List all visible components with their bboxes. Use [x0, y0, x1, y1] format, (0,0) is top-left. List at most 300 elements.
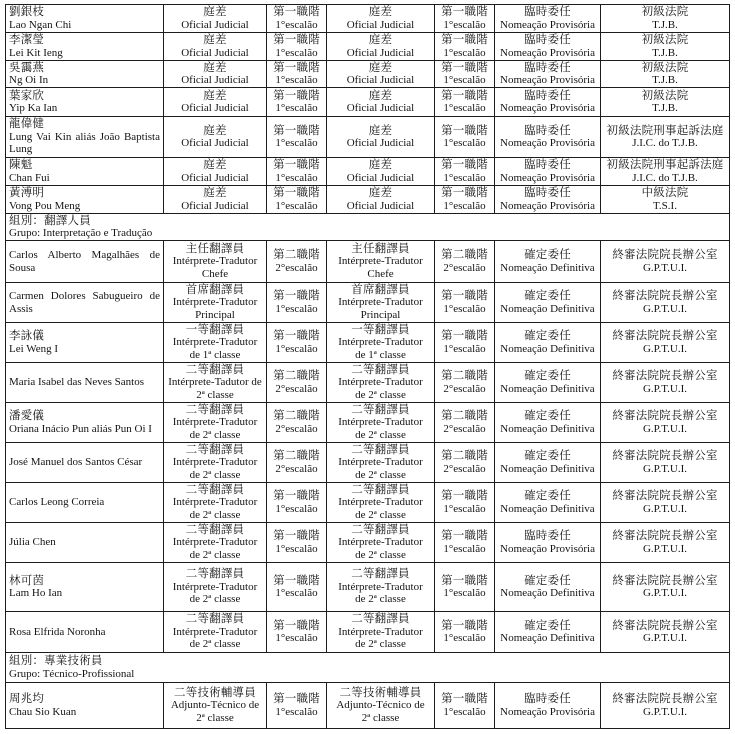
- new-step-zh: 第一職階: [441, 61, 488, 74]
- new-step-cell: [435, 88, 495, 117]
- current-category-pt: de 2ª classe: [189, 468, 241, 481]
- current-category-cell: [164, 186, 267, 214]
- appointment-cell: [495, 683, 601, 729]
- current-category-zh: 庭差: [203, 159, 227, 171]
- service-pt: J.I.C. do T.J.B.: [632, 137, 698, 149]
- current-category-pt: Intérprete-Tradutor: [172, 456, 258, 469]
- current-step-cell: [267, 483, 327, 523]
- appointment-cell: [495, 283, 601, 323]
- current-category-pt: Oficial Judicial: [181, 18, 249, 31]
- current-category-pt: Oficial Judicial: [181, 46, 249, 59]
- new-category-pt: Oficial Judicial: [346, 74, 415, 86]
- service-zh: 初級法院刑事起訴法庭: [606, 159, 724, 171]
- current-category-zh: 二等翻譯員: [185, 523, 245, 536]
- appointment-zh: 確定委任: [524, 330, 571, 342]
- appointment-zh: 臨時委任: [524, 159, 571, 171]
- new-category-pt: Oficial Judicial: [346, 46, 415, 59]
- current-step-zh: 第一職階: [273, 693, 320, 705]
- new-step-cell: [435, 283, 495, 323]
- name-pt: Carmen Dolores Sabugueiro de: [9, 290, 160, 302]
- staff-row: [6, 363, 730, 403]
- new-step-cell: [435, 443, 495, 483]
- current-step-pt: 1°escalão: [275, 502, 318, 515]
- appointment-pt: Nomeação Definitiva: [500, 382, 595, 395]
- name-pt: Lam Ho Ian: [9, 587, 63, 599]
- new-step-cell: [435, 241, 495, 283]
- new-category-cell: [327, 61, 435, 88]
- service-pt: G.P.T.U.I.: [642, 462, 688, 475]
- new-step-zh: 第一職階: [441, 530, 488, 542]
- new-step-cell: [435, 61, 495, 88]
- new-category-pt: Oficial Judicial: [346, 102, 415, 114]
- appointment-pt: Nomeação Definitiva: [500, 342, 595, 355]
- name-cell: [6, 5, 164, 33]
- staff-row: [6, 61, 730, 88]
- current-step-zh: 第一職階: [273, 6, 320, 18]
- service-cell: [601, 241, 730, 283]
- current-category-pt: Adjunto-Técnico de: [170, 699, 260, 712]
- appointment-zh: 臨時委任: [524, 34, 571, 46]
- current-step-cell: [267, 61, 327, 88]
- current-step-cell: [267, 363, 327, 403]
- current-category-zh: 二等翻譯員: [185, 443, 245, 456]
- current-step-cell: [267, 683, 327, 729]
- appointment-pt: Nomeação Definitiva: [500, 632, 595, 644]
- service-zh: 終審法院院長辦公室: [612, 530, 718, 542]
- new-step-pt: 1°escalão: [443, 542, 486, 555]
- service-pt: T.J.B.: [652, 46, 678, 59]
- name-pt: Lung: [9, 143, 33, 156]
- service-pt: G.P.T.U.I.: [642, 422, 688, 435]
- new-step-cell: [435, 523, 495, 563]
- current-step-zh: 第一職階: [273, 330, 320, 342]
- new-category-cell: [327, 117, 435, 158]
- current-step-cell: [267, 241, 327, 283]
- current-category-zh: 二等翻譯員: [185, 403, 245, 416]
- new-step-cell: [435, 483, 495, 523]
- new-category-pt: de 2ª classe: [355, 428, 406, 441]
- staff-table-body: [6, 5, 730, 729]
- name-pt: Lung Vai Kin aliás João Baptista: [9, 130, 160, 143]
- appointment-zh: 確定委任: [524, 370, 571, 382]
- current-category-zh: 二等翻譯員: [185, 483, 245, 496]
- group-label-zh: 組別：專業技術員: [9, 655, 103, 667]
- appointment-pt: Nomeação Provisória: [500, 74, 595, 86]
- current-step-zh: 第一職階: [273, 159, 320, 171]
- current-category-pt: de 2ª classe: [189, 428, 241, 441]
- name-cell: [6, 88, 164, 117]
- new-category-cell: [327, 443, 435, 483]
- new-category-zh: 主任翻譯員: [351, 242, 410, 255]
- appointment-cell: [495, 61, 601, 88]
- current-category-cell: [164, 483, 267, 523]
- current-category-pt: Intérprete-Tadutor de: [168, 376, 262, 389]
- new-step-zh: 第一職階: [441, 89, 488, 102]
- service-zh: 終審法院院長辦公室: [612, 410, 718, 422]
- service-cell: [601, 363, 730, 403]
- current-category-cell: [164, 403, 267, 443]
- new-category-cell: [327, 363, 435, 403]
- name-cell: [6, 117, 164, 158]
- new-category-pt: Chefe: [367, 267, 394, 280]
- new-step-pt: 1°escalão: [443, 502, 486, 515]
- current-step-zh: 第一職階: [273, 187, 320, 199]
- name-cell: [6, 158, 164, 186]
- current-category-pt: de 1ª classe: [189, 348, 241, 361]
- name-pt: Lao Ngan Chi: [9, 18, 72, 31]
- current-step-pt: 1°escalão: [275, 46, 318, 59]
- name-zh: 李潔瑩: [9, 34, 45, 46]
- staff-row: [6, 283, 730, 323]
- staff-row: [6, 117, 730, 158]
- appointment-zh: 確定委任: [524, 450, 571, 462]
- name-zh: 李詠儀: [9, 330, 45, 342]
- new-category-pt: Oficial Judicial: [346, 137, 415, 149]
- new-step-cell: [435, 33, 495, 61]
- service-cell: [601, 5, 730, 33]
- current-category-pt: 2ª classe: [196, 711, 234, 724]
- appointment-zh: 臨時委任: [524, 61, 571, 74]
- service-cell: [601, 61, 730, 88]
- current-category-zh: 庭差: [203, 124, 227, 137]
- new-step-zh: 第二職階: [441, 450, 488, 462]
- service-zh: 終審法院院長辦公室: [612, 370, 718, 382]
- appointment-cell: [495, 363, 601, 403]
- current-step-cell: [267, 88, 327, 117]
- new-step-zh: 第二職階: [441, 410, 488, 422]
- service-zh: 中級法院: [641, 187, 689, 199]
- new-step-pt: 1°escalão: [443, 137, 486, 149]
- staff-row: [6, 88, 730, 117]
- new-category-pt: Intérprete-Tradutor: [338, 580, 423, 593]
- name-zh: 陳魁: [9, 159, 33, 171]
- appointment-pt: Nomeação Definitiva: [500, 302, 595, 315]
- staff-row: [6, 403, 730, 443]
- new-step-pt: 1°escalão: [443, 46, 486, 59]
- name-cell: [6, 523, 164, 563]
- new-step-cell: [435, 683, 495, 729]
- current-category-cell: [164, 523, 267, 563]
- name-cell: [6, 33, 164, 61]
- name-cell: [6, 563, 164, 612]
- appointment-cell: [495, 443, 601, 483]
- name-pt: Chau Sio Kuan: [9, 705, 77, 718]
- current-step-zh: 第二職階: [273, 450, 320, 462]
- name-pt: Rosa Elfrida Noronha: [9, 625, 106, 638]
- current-step-pt: 1°escalão: [275, 102, 318, 114]
- new-category-zh: 庭差: [368, 124, 393, 137]
- name-zh: 周兆均: [9, 693, 45, 705]
- new-category-pt: Oficial Judicial: [346, 199, 415, 212]
- current-category-pt: Oficial Judicial: [181, 102, 249, 114]
- current-step-pt: 1°escalão: [275, 18, 318, 31]
- service-zh: 終審法院院長辦公室: [612, 574, 718, 587]
- current-step-cell: [267, 158, 327, 186]
- appointment-zh: 臨時委任: [524, 693, 571, 705]
- current-category-pt: Oficial Judicial: [181, 171, 249, 184]
- name-cell: [6, 403, 164, 443]
- current-step-zh: 第二職階: [273, 370, 320, 382]
- new-category-pt: Principal: [360, 308, 401, 321]
- new-step-pt: 1°escalão: [443, 302, 486, 315]
- new-category-pt: Intérprete-Tradutor: [338, 416, 423, 429]
- service-cell: [601, 323, 730, 363]
- new-category-zh: 庭差: [368, 6, 393, 18]
- service-cell: [601, 523, 730, 563]
- current-category-zh: 首席翻譯員: [185, 283, 245, 296]
- appointment-cell: [495, 523, 601, 563]
- service-zh: 終審法院院長辦公室: [612, 450, 718, 462]
- new-step-pt: 1°escalão: [443, 74, 486, 86]
- name-pt: Yip Ka Ian: [9, 102, 58, 114]
- current-step-zh: 第一職階: [273, 490, 320, 502]
- appointment-cell: [495, 186, 601, 214]
- current-step-pt: 1°escalão: [275, 199, 318, 212]
- current-category-zh: 二等翻譯員: [185, 613, 245, 626]
- service-pt: G.P.T.U.I.: [642, 342, 688, 355]
- current-category-zh: 主任翻譯員: [185, 242, 245, 255]
- new-step-cell: [435, 5, 495, 33]
- name-pt: Lei Weng I: [9, 342, 59, 355]
- new-category-cell: [327, 523, 435, 563]
- current-step-cell: [267, 33, 327, 61]
- new-category-pt: Intérprete-Tradutor: [338, 336, 423, 349]
- service-pt: G.P.T.U.I.: [642, 502, 688, 515]
- name-cell: [6, 283, 164, 323]
- current-step-cell: [267, 323, 327, 363]
- new-step-zh: 第一職階: [441, 290, 488, 302]
- new-step-zh: 第一職階: [441, 34, 488, 46]
- current-category-zh: 二等技術輔導員: [174, 686, 256, 699]
- current-category-cell: [164, 363, 267, 403]
- staff-row: [6, 158, 730, 186]
- current-category-pt: de 2ª classe: [189, 593, 241, 606]
- current-step-pt: 1°escalão: [275, 171, 318, 184]
- staff-row: [6, 443, 730, 483]
- current-step-zh: 第二職階: [273, 410, 320, 422]
- new-category-cell: [327, 5, 435, 33]
- name-cell: [6, 443, 164, 483]
- name-pt: Lei Kit Ieng: [9, 46, 63, 59]
- new-step-cell: [435, 563, 495, 612]
- new-step-zh: 第一職階: [441, 619, 488, 632]
- service-cell: [601, 612, 730, 653]
- name-cell: [6, 363, 164, 403]
- new-category-cell: [327, 283, 435, 323]
- staff-row: [6, 323, 730, 363]
- new-step-pt: 1°escalão: [443, 632, 486, 644]
- appointment-zh: 確定委任: [524, 290, 571, 302]
- new-step-pt: 2°escalão: [443, 422, 486, 435]
- service-zh: 初級法院: [641, 34, 689, 46]
- group-row: [6, 653, 730, 683]
- current-step-pt: 1°escalão: [275, 137, 318, 149]
- new-category-pt: de 2ª classe: [355, 468, 406, 481]
- current-category-zh: 二等翻譯員: [185, 363, 245, 376]
- current-step-pt: 2°escalão: [275, 462, 318, 475]
- new-category-pt: Oficial Judicial: [346, 18, 415, 31]
- new-step-pt: 1°escalão: [443, 342, 486, 355]
- current-category-cell: [164, 61, 267, 88]
- appointment-zh: 臨時委任: [524, 124, 571, 137]
- current-step-cell: [267, 612, 327, 653]
- current-category-pt: Chefe: [201, 267, 229, 280]
- current-category-pt: Intérprete-Tradutor: [172, 580, 258, 593]
- current-step-zh: 第一職階: [273, 61, 320, 74]
- name-zh: 劉銀枝: [9, 6, 45, 18]
- current-category-pt: 2ª classe: [196, 388, 234, 401]
- current-category-pt: Intérprete-Tradutor: [172, 255, 258, 268]
- staff-row: [6, 5, 730, 33]
- staff-row: [6, 33, 730, 61]
- service-pt: G.P.T.U.I.: [642, 542, 688, 555]
- new-category-zh: 庭差: [368, 159, 393, 171]
- staff-row: [6, 241, 730, 283]
- new-category-zh: 二等翻譯員: [351, 403, 410, 416]
- new-category-zh: 二等翻譯員: [351, 443, 410, 456]
- name-pt: Ng Oi In: [9, 74, 49, 86]
- new-category-cell: [327, 612, 435, 653]
- appointment-pt: Nomeação Provisória: [500, 199, 595, 212]
- new-category-zh: 二等翻譯員: [351, 483, 410, 496]
- appointment-zh: 臨時委任: [524, 6, 571, 18]
- new-category-pt: Intérprete-Tradutor: [338, 296, 423, 309]
- new-category-pt: de 2ª classe: [355, 638, 406, 651]
- current-step-pt: 1°escalão: [275, 705, 318, 718]
- appointment-cell: [495, 5, 601, 33]
- appointment-pt: Nomeação Definitiva: [500, 502, 595, 515]
- service-pt: G.P.T.U.I.: [642, 261, 688, 274]
- current-category-cell: [164, 612, 267, 653]
- current-step-cell: [267, 443, 327, 483]
- new-step-zh: 第一職階: [441, 693, 488, 705]
- new-step-cell: [435, 186, 495, 214]
- name-zh: 葉家欣: [9, 89, 45, 102]
- new-step-zh: 第一職階: [441, 330, 488, 342]
- service-zh: 終審法院院長辦公室: [612, 619, 718, 632]
- appointment-pt: Nomeação Provisória: [500, 18, 595, 31]
- service-pt: G.P.T.U.I.: [642, 382, 688, 395]
- service-cell: [601, 186, 730, 214]
- appointment-zh: 確定委任: [524, 249, 571, 261]
- service-pt: T.J.B.: [652, 74, 678, 86]
- current-step-pt: 1°escalão: [275, 342, 318, 355]
- current-step-pt: 2°escalão: [275, 382, 318, 395]
- appointment-pt: Nomeação Provisória: [500, 705, 595, 718]
- current-category-pt: Oficial Judicial: [181, 199, 249, 212]
- new-step-cell: [435, 363, 495, 403]
- current-step-cell: [267, 403, 327, 443]
- new-step-pt: 1°escalão: [443, 199, 486, 212]
- current-category-pt: Intérprete-Tradutor: [172, 496, 258, 509]
- new-step-zh: 第二職階: [441, 370, 488, 382]
- current-category-pt: Principal: [195, 308, 235, 321]
- new-category-cell: [327, 563, 435, 612]
- current-category-pt: Oficial Judicial: [181, 137, 249, 149]
- current-step-pt: 1°escalão: [275, 74, 318, 86]
- new-category-cell: [327, 88, 435, 117]
- service-pt: T.J.B.: [652, 18, 678, 31]
- appointment-cell: [495, 563, 601, 612]
- name-zh: 龍偉健: [9, 118, 45, 131]
- group-row: [6, 214, 730, 241]
- appointment-zh: 臨時委任: [524, 187, 571, 199]
- new-category-zh: 二等翻譯員: [351, 568, 410, 581]
- appointment-pt: Nomeação Provisória: [500, 542, 595, 555]
- new-category-zh: 庭差: [368, 187, 393, 199]
- new-step-pt: 2°escalão: [443, 462, 486, 475]
- new-category-zh: 庭差: [368, 61, 393, 74]
- new-step-cell: [435, 323, 495, 363]
- current-step-pt: 1°escalão: [275, 587, 318, 599]
- new-step-zh: 第一職階: [441, 124, 488, 137]
- new-step-cell: [435, 403, 495, 443]
- document-page: [5, 4, 729, 729]
- name-zh: 吳靄燕: [9, 61, 45, 74]
- current-category-zh: 庭差: [203, 34, 227, 46]
- appointment-cell: [495, 403, 601, 443]
- group-label-cell: [6, 653, 730, 683]
- appointment-cell: [495, 88, 601, 117]
- new-category-cell: [327, 158, 435, 186]
- service-cell: [601, 88, 730, 117]
- current-step-cell: [267, 283, 327, 323]
- new-category-pt: Oficial Judicial: [346, 171, 415, 184]
- service-pt: J.I.C. do T.J.B.: [632, 171, 698, 184]
- current-category-zh: 一等翻譯員: [185, 323, 245, 336]
- service-cell: [601, 483, 730, 523]
- appointment-pt: Nomeação Definitiva: [500, 422, 595, 435]
- current-step-cell: [267, 563, 327, 612]
- current-category-cell: [164, 323, 267, 363]
- staff-row: [6, 483, 730, 523]
- appointment-pt: Nomeação Provisória: [500, 46, 595, 59]
- current-step-pt: 2°escalão: [275, 261, 318, 274]
- new-category-zh: 二等技術輔導員: [339, 686, 422, 699]
- name-cell: [6, 61, 164, 88]
- appointment-pt: Nomeação Provisória: [500, 171, 595, 184]
- new-category-cell: [327, 323, 435, 363]
- new-step-pt: 2°escalão: [443, 261, 486, 274]
- service-zh: 終審法院院長辦公室: [612, 490, 718, 502]
- name-pt: Sousa: [9, 261, 36, 274]
- new-category-pt: de 1ª classe: [355, 348, 406, 361]
- current-category-cell: [164, 5, 267, 33]
- service-cell: [601, 158, 730, 186]
- current-category-cell: [164, 241, 267, 283]
- service-pt: T.S.I.: [653, 199, 677, 212]
- new-category-pt: Intérprete-Tradutor: [338, 376, 423, 389]
- current-category-cell: [164, 117, 267, 158]
- service-zh: 初級法院: [641, 6, 689, 18]
- name-pt: Júlia Chen: [9, 536, 56, 549]
- current-step-zh: 第一職階: [273, 34, 320, 46]
- appointment-cell: [495, 612, 601, 653]
- appointment-cell: [495, 33, 601, 61]
- new-category-pt: de 2ª classe: [355, 508, 406, 521]
- appointment-zh: 確定委任: [524, 574, 571, 587]
- name-pt: Carlos Leong Correia: [9, 496, 105, 509]
- appointment-zh: 確定委任: [524, 619, 571, 632]
- service-zh: 終審法院院長辦公室: [612, 290, 718, 302]
- group-label-cell: [6, 214, 730, 241]
- new-category-zh: 庭差: [368, 89, 393, 102]
- current-category-zh: 庭差: [203, 61, 227, 74]
- current-step-cell: [267, 5, 327, 33]
- service-pt: G.P.T.U.I.: [642, 302, 688, 315]
- current-category-cell: [164, 283, 267, 323]
- current-step-zh: 第一職階: [273, 530, 320, 542]
